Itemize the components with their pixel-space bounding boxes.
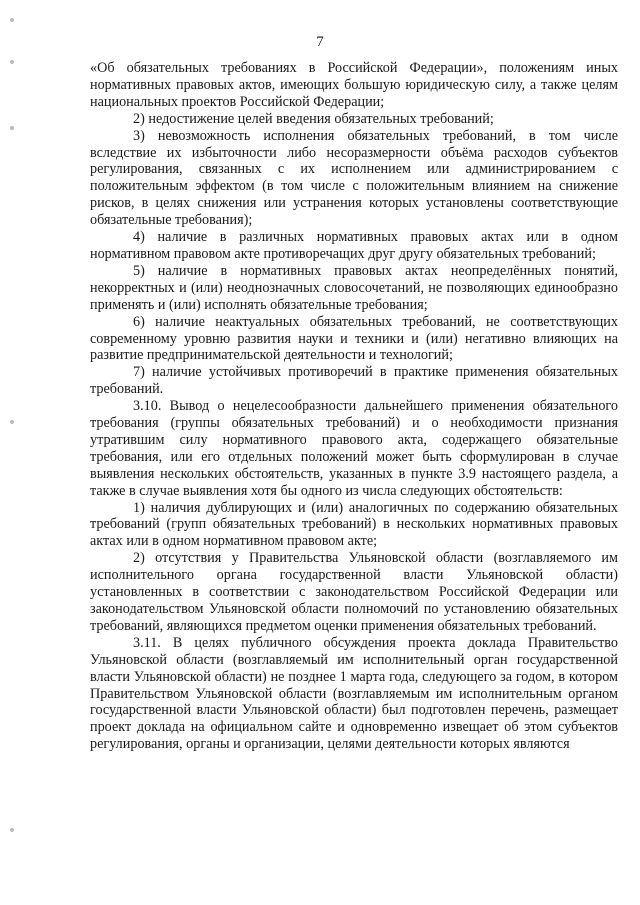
scan-dot <box>10 60 14 64</box>
paragraph-item-3: 3) невозможность исполнения обязательных требований, в том числе вследствие их избыточности либо несоразмерности объёма расходов субъектов регулирования, связанных с их исполнением или администрированием с положительным эффектом (в том числе с положительным влиянием на снижение рисков, в целях снижения или устранения которых установлены соответствующие обязательные требования); <box>90 127 618 229</box>
paragraph-sub-item-1: 1) наличия дублирующих и (или) аналогичных по содержанию обязательных требований (групп обязательных требований) в нескольких нормативных правовых актах или в одном нормативном правовом акте; <box>90 499 618 550</box>
paragraph-item-2: 2) недостижение целей введения обязательных требований; <box>133 110 494 127</box>
document-body <box>90 60 618 753</box>
paragraph-section-3-11: 3.11. В целях публичного обсуждения проекта доклада Правительство Ульяновской области (возглавляемый им исполнительный орган государственной власти Ульяновской области) не позднее 1 марта года, следующего за годом, в котором Правительством Ульяновской области (возглавляемым им исполнительным органом государственной власти Ульяновской области) был подготовлен перечень, размещает проект доклада на официальном сайте и одновременно извещает об этом субъектов регулирования, органы и организации, целями деятельности которых являются <box>90 634 618 753</box>
paragraph-item-5: 5) наличие в нормативных правовых актах неопределённых понятий, некорректных и (или) неоднозначных словосочетаний, не позволяющих единообразно применять и (или) исполнять обязательные требования; <box>90 262 618 313</box>
scan-dot <box>10 420 14 424</box>
paragraph-item-4: 4) наличие в различных нормативных правовых актах или в одном нормативном правовом акте противоречащих друг другу обязательных требований; <box>90 229 618 262</box>
paragraph-sub-item-2: 2) отсутствия у Правительства Ульяновской области (возглавляемого им исполнительного органа государственной власти Ульяновской области) установленных в соответствии с законодательством Российской Федерации или законодательством Ульяновской области полномочий по установлению обязательных требований, являющихся предметом оценки применения обязательных требований. <box>90 550 618 634</box>
scan-dot <box>10 126 14 130</box>
paragraph-item-6: 6) наличие неактуальных обязательных требований, не соответствующих современному уровню развития науки и техники и (или) негативно влияющих на развитие предпринимательской деятельности и технологий; <box>90 313 618 364</box>
scan-dot <box>10 18 14 22</box>
paragraph-continuation: «Об обязательных требованиях в Российской Федерации», положениям иных нормативных правовых актов, имеющих большую юридическую силу, а также целям национальных проектов Российской Федерации; <box>90 60 618 110</box>
page-number: 7 <box>316 34 324 50</box>
paragraph-item-7: 7) наличие устойчивых противоречий в практике применения обязательных требований. <box>90 364 618 398</box>
paragraph-section-3-10: 3.10. Вывод о нецелесообразности дальнейшего применения обязательного требования (группы обязательных требований) и о необходимости признания утратившим силу нормативного правового акта, содержащего обязательные требования, или его отдельных положений может быть сформулирован в случае выявления нескольких обстоятельств, указанных в пункте 3.9 настоящего раздела, а также в случае выявления хотя бы одного из числа следующих обстоятельств: <box>90 398 618 499</box>
scan-dot <box>10 828 14 832</box>
